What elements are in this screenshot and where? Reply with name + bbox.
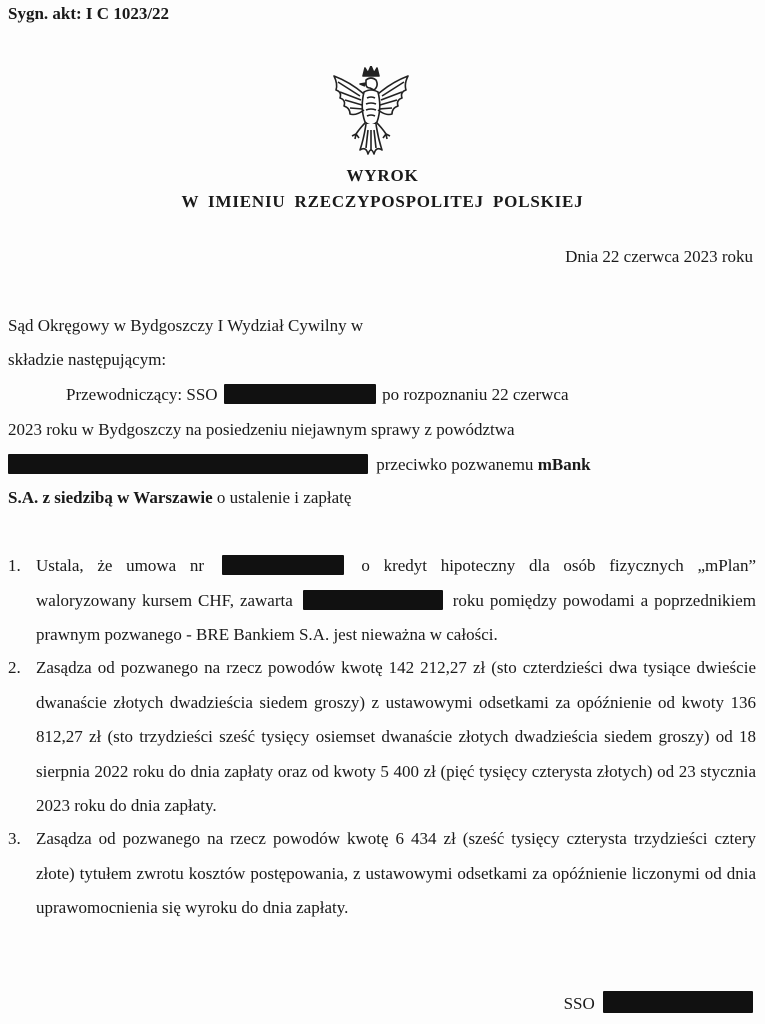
defendant-label: przeciwko pozwanemu bbox=[376, 455, 534, 474]
item-1-part-a: Ustala, że umowa nr bbox=[36, 556, 205, 575]
item-number: 3. bbox=[8, 829, 21, 848]
intro-line-6 bbox=[8, 488, 351, 508]
defendant-name: mBank bbox=[537, 455, 591, 474]
judgment-date: Dnia 22 czerwca 2023 roku bbox=[565, 247, 753, 266]
intro-line-4: 2023 roku w Bydgoszczy na posiedzeniu niejawnym sprawy z powództwa bbox=[8, 420, 515, 439]
claim-subject: o ustalenie i zapłatę bbox=[216, 488, 352, 507]
polish-eagle-icon bbox=[330, 66, 412, 158]
signature-label: SSO bbox=[563, 994, 595, 1013]
signature bbox=[564, 991, 753, 1014]
presiding-judge-label: Przewodniczący: SSO bbox=[66, 385, 218, 404]
redacted-contract-number bbox=[222, 555, 344, 575]
ruling-item-2 bbox=[8, 651, 756, 824]
item-3-text: Zasądza od pozwanego na rzecz powodów kwotę 6 434 zł (sześć tysięcy czterysta trzydzieści cztery złote) tytułem zwrotu kosztów postępowania, z ustawowymi odsetkami za opóźnienie liczonymi od dnia uprawomocnienia się wyroku do dnia zapłaty. bbox=[36, 829, 756, 917]
document-title: WYROK bbox=[346, 166, 419, 185]
ruling-item-1 bbox=[8, 549, 756, 653]
redacted-judge-name bbox=[224, 384, 376, 404]
intro-line-3 bbox=[66, 384, 569, 405]
item-2-text: Zasądza od pozwanego na rzecz powodów kwotę 142 212,27 zł (sto czterdzieści dwa tysiące dwieście dwanaście złotych dwadzieścia siedem groszy) z ustawowymi odsetkami za opóźnienie od kwoty 136 812,27 zł (sto trzydzieści sześć tysięcy osiemset dwanaście złotych dwadzieścia siedem groszy) od 18 sierpnia 2022 roku do dnia zapłaty oraz od kwoty 5 400 zł (pięć tysięcy czterysta złotych) od 23 stycznia 2023 roku do dnia zapłaty. bbox=[36, 658, 756, 815]
case-reference: Sygn. akt: I C 1023/22 bbox=[8, 4, 170, 23]
intro-line-1: Sąd Okręgowy w Bydgoszczy I Wydział Cywilny w bbox=[8, 316, 364, 335]
intro-line-3-tail: po rozpoznaniu 22 czerwca bbox=[382, 385, 569, 404]
ruling-item-3 bbox=[8, 822, 756, 926]
defendant-seat: S.A. z siedzibą w Warszawie bbox=[8, 488, 213, 507]
item-1-part-c: roku pomiędzy powodami a poprzednikiem prawnym pozwanego - BRE Bankiem S.A. jest nieważna w całości. bbox=[36, 590, 757, 644]
redacted-signature-name bbox=[603, 991, 753, 1013]
item-number: 1. bbox=[8, 556, 21, 575]
intro-line-2: składzie następującym: bbox=[8, 350, 167, 369]
redacted-plaintiffs bbox=[8, 454, 368, 474]
redacted-contract-date bbox=[303, 590, 443, 610]
item-1-part-b: o kredyt hipoteczny dla osób fizycznych „mPlan” waloryzowany kursem CHF, zawarta bbox=[36, 556, 757, 610]
item-number: 2. bbox=[8, 658, 21, 677]
document-subtitle: W IMIENIU RZECZYPOSPOLITEJ POLSKIEJ bbox=[181, 192, 584, 211]
intro-line-5 bbox=[8, 454, 591, 475]
